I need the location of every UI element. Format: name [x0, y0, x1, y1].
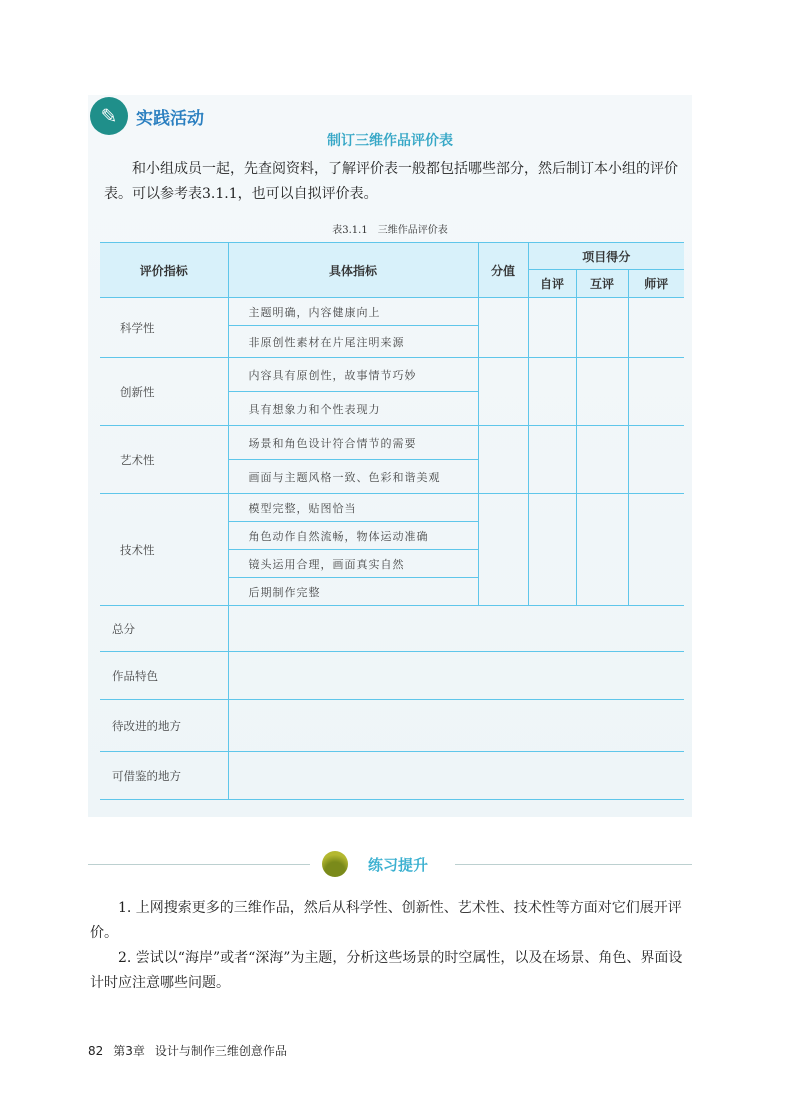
chapter-number: 第3章: [113, 1044, 145, 1058]
summary-label: 可借鉴的地方: [100, 752, 228, 800]
summary-row: [100, 752, 684, 800]
table-row: [100, 426, 684, 460]
self-cell[interactable]: [528, 358, 576, 426]
practice-label: 练习提升: [368, 856, 429, 874]
table-row: [100, 494, 684, 522]
header-self: 自评: [528, 270, 576, 298]
teacher-cell[interactable]: [628, 426, 684, 494]
summary-row: [100, 700, 684, 752]
header-specific: 具体指标: [228, 243, 478, 298]
item-cell: 角色动作自然流畅，物体运动准确: [228, 522, 478, 550]
summary-row: [100, 606, 684, 652]
self-cell[interactable]: [528, 298, 576, 358]
page-number: 82: [88, 1044, 104, 1058]
summary-label: 待改进的地方: [100, 700, 228, 752]
self-cell[interactable]: [528, 426, 576, 494]
table-row: [100, 298, 684, 326]
item-cell: 后期制作完整: [228, 578, 478, 606]
evaluation-table: [100, 242, 684, 800]
score-cell[interactable]: [478, 426, 528, 494]
category-cell: 技术性: [100, 494, 228, 606]
score-cell[interactable]: [478, 494, 528, 606]
item-cell: 内容具有原创性，故事情节巧妙: [228, 358, 478, 392]
score-cell[interactable]: [478, 358, 528, 426]
divider-left: [88, 864, 310, 865]
practice-icon: [322, 851, 348, 877]
activity-title: 制订三维作品评价表: [327, 133, 453, 149]
header-teacher: 师评: [628, 270, 684, 298]
activity-icon: ✎: [90, 97, 128, 135]
score-cell[interactable]: [478, 298, 528, 358]
teacher-cell[interactable]: [628, 298, 684, 358]
divider-right: [455, 864, 692, 865]
section-label: 实践活动: [136, 109, 204, 129]
item-cell: 模型完整，贴图恰当: [228, 494, 478, 522]
peer-cell[interactable]: [576, 426, 628, 494]
chapter-title: 设计与制作三维创意作品: [154, 1044, 287, 1058]
peer-cell[interactable]: [576, 298, 628, 358]
item-cell: 场景和角色设计符合情节的需要: [228, 426, 478, 460]
item-cell: 镜头运用合理，画面真实自然: [228, 550, 478, 578]
summary-label: 作品特色: [100, 652, 228, 700]
peer-cell[interactable]: [576, 494, 628, 606]
table-caption: 表3.1.1 三维作品评价表: [332, 225, 448, 236]
header-peer: 互评: [576, 270, 628, 298]
item-cell: 主题明确，内容健康向上: [228, 298, 478, 326]
item-cell: 画面与主题风格一致、色彩和谐美观: [228, 460, 478, 494]
question-2: 2. 尝试以“海岸”或者“深海”为主题，分析这些场景的时空属性，以及在场景、角色、界面设计时应注意哪些问题。: [90, 950, 683, 991]
summary-value-cell[interactable]: [228, 606, 684, 652]
category-cell: 创新性: [100, 358, 228, 426]
summary-row: [100, 652, 684, 700]
summary-value-cell[interactable]: [228, 752, 684, 800]
activity-paragraph: 和小组成员一起，先查阅资料，了解评价表一般都包括哪些部分，然后制订本小组的评价表。可以参考表3.1.1，也可以自拟评价表。: [104, 161, 678, 202]
teacher-cell[interactable]: [628, 358, 684, 426]
header-group: 项目得分: [528, 243, 684, 270]
category-cell: 科学性: [100, 298, 228, 358]
self-cell[interactable]: [528, 494, 576, 606]
question-1: 1. 上网搜索更多的三维作品，然后从科学性、创新性、艺术性、技术性等方面对它们展开评价。: [90, 900, 682, 941]
table-row: [100, 358, 684, 392]
item-cell: 具有想象力和个性表现力: [228, 392, 478, 426]
header-indicator: 评价指标: [100, 243, 228, 298]
category-cell: 艺术性: [100, 426, 228, 494]
summary-value-cell[interactable]: [228, 700, 684, 752]
item-cell: 非原创性素材在片尾注明来源: [228, 326, 478, 358]
peer-cell[interactable]: [576, 358, 628, 426]
header-score: 分值: [478, 243, 528, 298]
teacher-cell[interactable]: [628, 494, 684, 606]
summary-label: 总分: [100, 606, 228, 652]
page-footer: [88, 1042, 297, 1059]
summary-value-cell[interactable]: [228, 652, 684, 700]
